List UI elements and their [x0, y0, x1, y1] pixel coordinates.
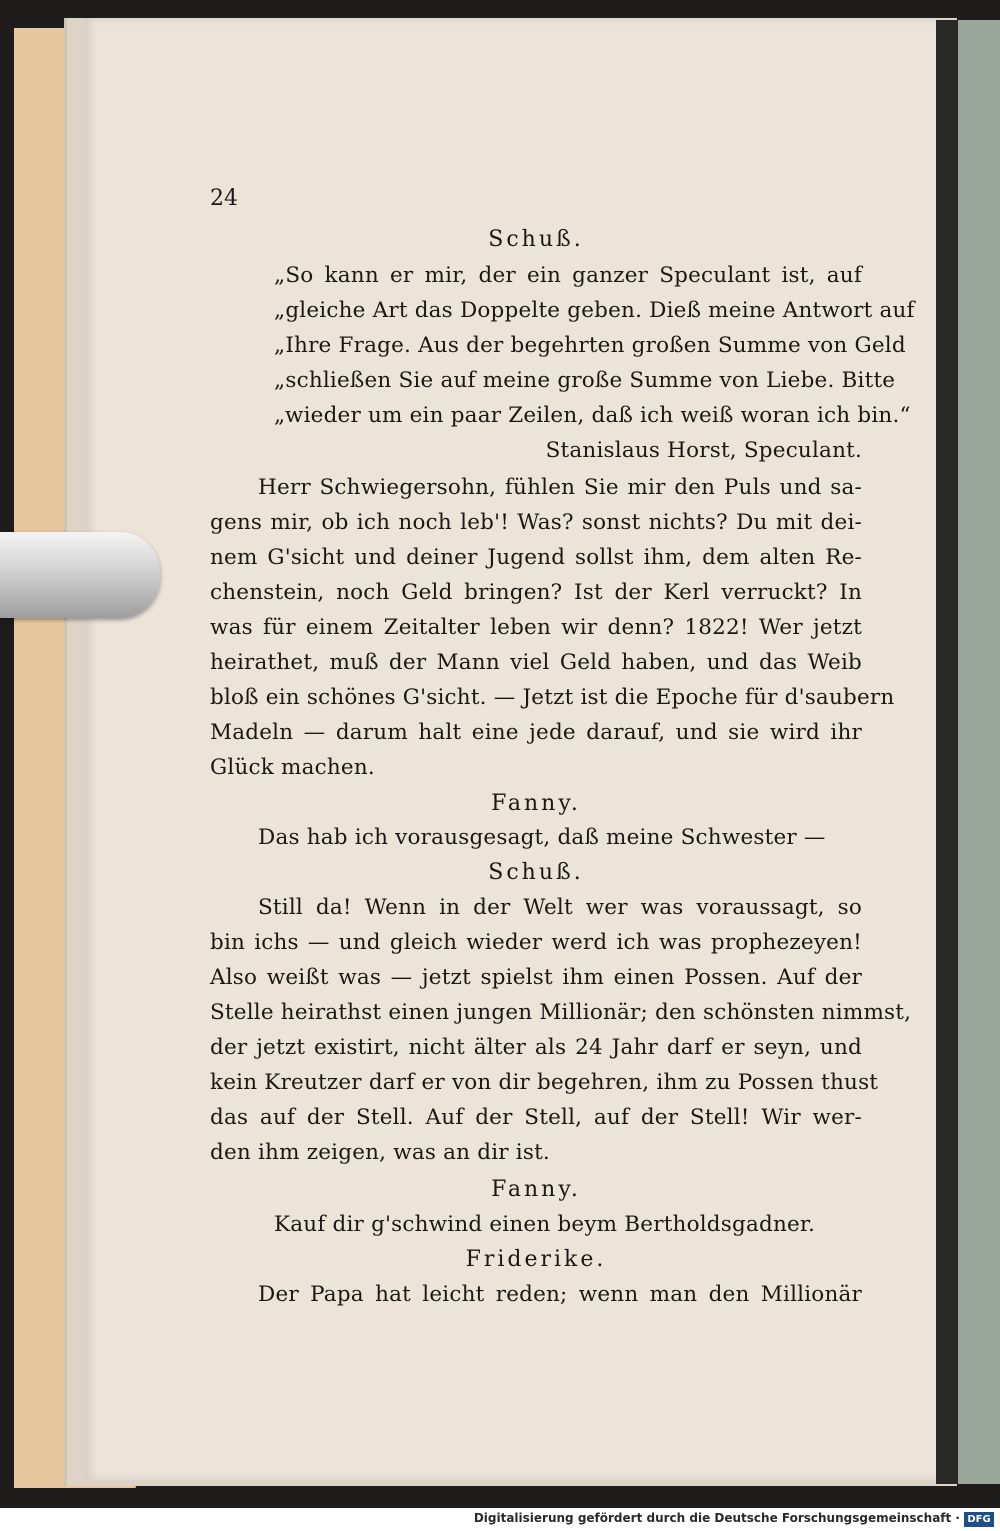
letter-signature: Stanislaus Horst, Speculant. — [545, 438, 862, 463]
page-clip — [0, 532, 160, 618]
dfg-logo: DFG — [964, 1512, 994, 1527]
speaker-name: Fanny. — [491, 1177, 581, 1202]
page-number: 24 — [210, 186, 238, 211]
speaker-name: Fanny. — [491, 791, 581, 816]
speaker-name: Schuß. — [488, 860, 584, 885]
text-line: der jetzt existirt, nicht älter als 24 Jahr darf er seyn, und — [210, 1035, 862, 1060]
text-line: „schließen Sie auf meine große Summe von Liebe. Bitte — [274, 368, 896, 393]
text-line: „So kann er mir, der ein ganzer Speculant ist, auf — [274, 263, 862, 288]
text-line: Kauf dir g'schwind einen beym Bertholdsgadner. — [274, 1212, 816, 1237]
text-line: bin ichs — und gleich wieder werd ich was prophezeyen! — [210, 930, 862, 955]
facing-page-edge — [958, 20, 1000, 1484]
text-line: „gleiche Art das Doppelte geben. Dieß meine Antwort auf — [274, 298, 915, 323]
text-line: gens mir, ob ich noch leb'! Was? sonst nichts? Du mit dei- — [210, 510, 862, 535]
text-line: Herr Schwiegersohn, fühlen Sie mir den Puls und sa- — [258, 475, 862, 500]
text-line: Das hab ich vorausgesagt, daß meine Schwester — — [258, 825, 826, 850]
text-line: was für einem Zeitalter leben wir denn? 1822! Wer jetzt — [210, 615, 862, 640]
text-line: nem G'sicht und deiner Jugend sollst ihm, dem alten Re- — [210, 545, 862, 570]
text-line: „Ihre Frage. Aus der begehrten großen Summe von Geld — [274, 333, 906, 358]
text-line: „wieder um ein paar Zeilen, daß ich weiß woran ich bin.“ — [274, 403, 911, 428]
text-line: kein Kreutzer darf er von dir begehren, ihm zu Possen thust — [210, 1070, 879, 1095]
text-line: Still da! Wenn in der Welt wer was voraussagt, so — [258, 895, 862, 920]
book-spine-gap — [936, 20, 958, 1484]
text-line: Der Papa hat leicht reden; wenn man den Millionär — [258, 1282, 862, 1307]
text-line: das auf der Stell. Auf der Stell, auf der Stell! Wir wer- — [210, 1105, 862, 1130]
text-line: den ihm zeigen, was an dir ist. — [210, 1140, 550, 1165]
text-line: Glück machen. — [210, 755, 375, 780]
speaker-name: Friderike. — [465, 1247, 607, 1272]
text-line: Also weißt was — jetzt spielst ihm einen Possen. Auf der — [210, 965, 862, 990]
text-line: chenstein, noch Geld bringen? Ist der Kerl verruckt? In — [210, 580, 862, 605]
speaker-name: Schuß. — [488, 227, 584, 252]
footer-bar — [0, 1508, 1000, 1531]
text-line: heirathet, muß der Mann viel Geld haben, und das Weib — [210, 650, 862, 675]
funding-credit: Digitalisierung gefördert durch die Deutsche Forschungsgemeinschaft · — [473, 1511, 960, 1525]
text-line: Stelle heirathst einen jungen Millionär; den schönsten nimmst, — [210, 1000, 912, 1025]
text-line: bloß ein schönes G'sicht. — Jetzt ist die Epoche für d'saubern — [210, 685, 895, 710]
text-line: Madeln — darum halt eine jede darauf, und sie wird ihr — [210, 720, 862, 745]
